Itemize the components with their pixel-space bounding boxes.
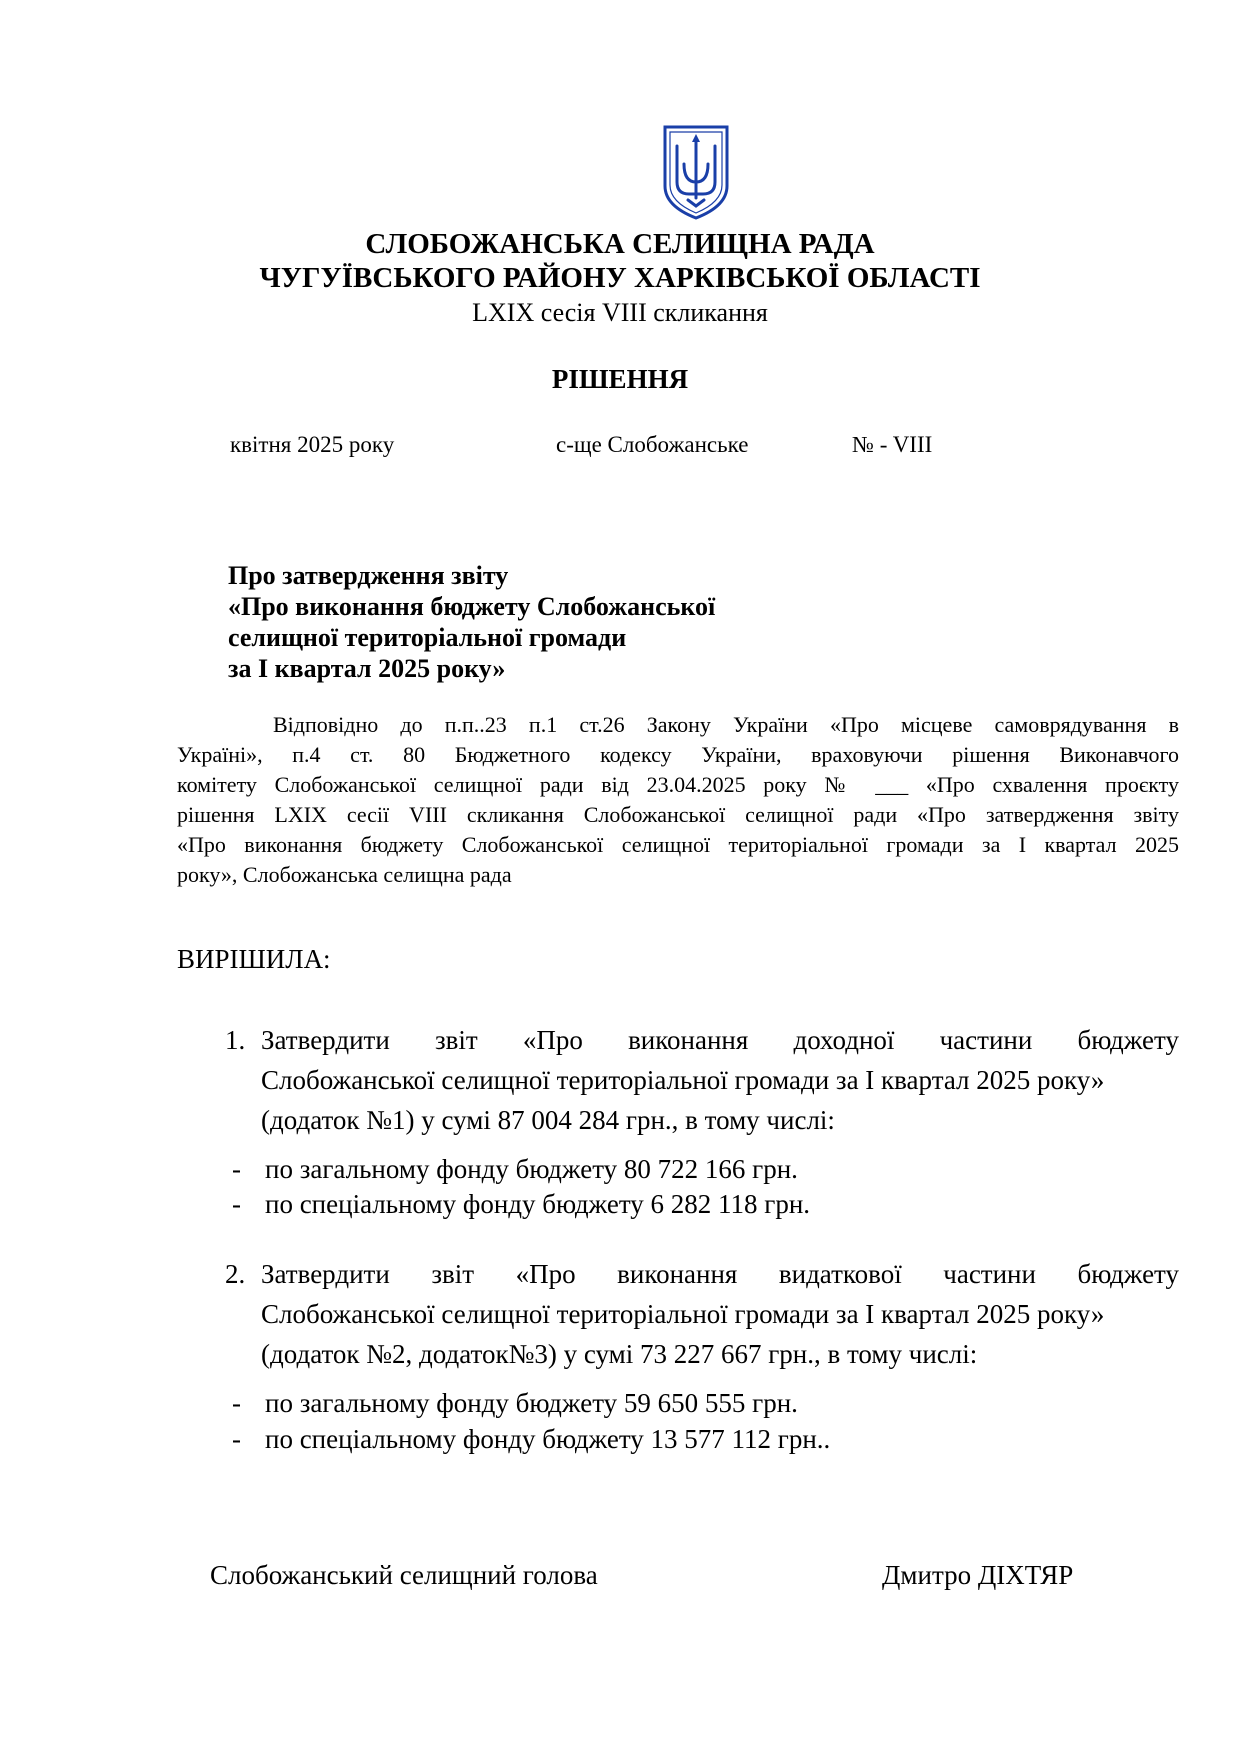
session-info: LXIX сесія VIII скликання — [472, 298, 768, 327]
signatory-position: Слобожанський селищний голова — [210, 1560, 598, 1590]
decision-date: квітня 2025 року — [230, 432, 395, 457]
decision-subject — [228, 560, 715, 684]
preamble-line: Україні», п.4 ст. 80 Бюджетного кодексу України, враховуючи рішення Виконавчого — [177, 742, 1179, 767]
preamble-paragraph — [177, 710, 1179, 890]
item-line: (додаток №2, додаток№3) у сумі 73 227 667 грн., в тому числі: — [261, 1339, 978, 1369]
subject-line: Про затвердження звіту — [228, 561, 509, 590]
subject-line: за І квартал 2025 року» — [228, 654, 506, 683]
item-line: (додаток №1) у сумі 87 004 284 грн., в тому числі: — [261, 1105, 835, 1135]
decided-heading: ВИРІШИЛА: — [177, 944, 331, 974]
decision-place: с-ще Слобожанське — [556, 432, 749, 457]
council-name: СЛОБОЖАНСЬКА СЕЛИЩНА РАДА — [365, 228, 875, 260]
preamble-line: рішення LXIX сесії VIII скликання Слобожанської селищної ради «Про затвердження звіту — [177, 802, 1179, 827]
list-item-text: по загальному фонду бюджету 59 650 555 грн. — [265, 1388, 798, 1418]
item-number: 2. — [225, 1259, 246, 1289]
decision-item-1 — [225, 1020, 1179, 1140]
dash-marker: - — [232, 1424, 241, 1454]
subject-line: «Про виконання бюджету Слобожанської — [228, 592, 716, 621]
signatory-name: Дмитро ДІХТЯР — [882, 1560, 1074, 1590]
item-line: Слобожанської селищної територіальної громади за І квартал 2025 року» — [261, 1065, 1105, 1095]
preamble-line: Відповідно до п.п..23 п.1 ст.26 Закону України «Про місцеве самоврядування в — [273, 712, 1179, 737]
decision-number: № - VIII — [852, 432, 933, 457]
item-line: Затвердити звіт «Про виконання видаткової частини бюджету — [261, 1259, 1179, 1289]
subject-line: селищної територіальної громади — [228, 623, 627, 652]
dash-marker: - — [232, 1388, 241, 1418]
item-number: 1. — [225, 1025, 246, 1055]
preamble-line: року», Слобожанська селищна рада — [177, 862, 512, 887]
document-type: РІШЕННЯ — [551, 364, 689, 394]
preamble-line: комітету Слобожанської селищної ради від 23.04.2025 року № ___ «Про схвалення проєкту — [177, 772, 1179, 797]
list-item-text: по загальному фонду бюджету 80 722 166 грн. — [265, 1154, 798, 1184]
decision-item-2 — [225, 1254, 1179, 1374]
preamble-line: «Про виконання бюджету Слобожанської селищної територіальної громади за І квартал 2025 — [177, 832, 1179, 857]
item-line: Затвердити звіт «Про виконання доходної частини бюджету — [261, 1025, 1179, 1055]
coat-of-arms-ukraine-icon — [662, 124, 730, 220]
district-name: ЧУГУЇВСЬКОГО РАЙОНУ ХАРКІВСЬКОЇ ОБЛАСТІ — [259, 262, 981, 294]
list-item-text: по спеціальному фонду бюджету 6 282 118 грн. — [265, 1189, 811, 1219]
dash-marker: - — [232, 1154, 241, 1184]
dash-marker: - — [232, 1189, 241, 1219]
item-line: Слобожанської селищної територіальної громади за І квартал 2025 року» — [261, 1299, 1105, 1329]
list-item-text: по спеціальному фонду бюджету 13 577 112 грн.. — [265, 1424, 831, 1454]
